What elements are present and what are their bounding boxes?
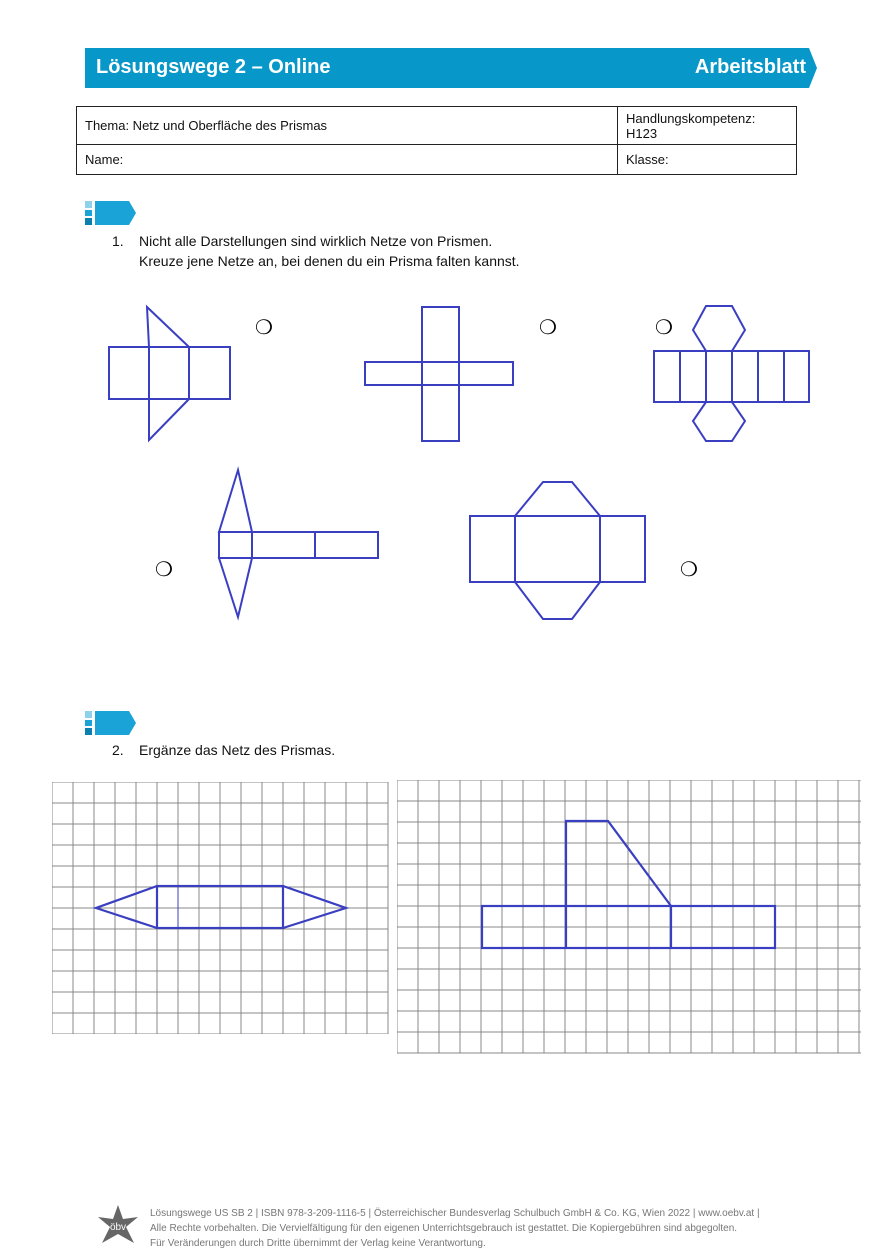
option-radio-b[interactable]: ❍	[539, 315, 557, 339]
option-radio-e[interactable]: ❍	[680, 557, 698, 581]
task2-text	[112, 740, 335, 760]
nets-figure	[0, 290, 890, 630]
kompetenz-code: H123	[626, 125, 658, 141]
task2-line: Ergänze das Netz des Prismas.	[139, 742, 336, 758]
task1-line2: Kreuze jene Netze an, bei denen du ein Prisma falten kannst.	[139, 253, 520, 269]
kompetenz-cell	[618, 107, 797, 145]
net-d	[219, 470, 378, 617]
task1-line1: Nicht alle Darstellungen sind wirklich Netze von Prismen.	[139, 233, 493, 249]
publisher-logo	[96, 1203, 140, 1247]
task-marker-icon	[85, 711, 137, 735]
footer-line2: Alle Rechte vorbehalten. Die Vervielfältigung für den eigenen Unterrichtsgebrauch ist gestattet. Die Kopiergebühren sind abgegolten.	[150, 1223, 738, 1234]
grid-left[interactable]	[52, 782, 390, 1034]
net-a	[109, 307, 230, 440]
footer	[150, 1206, 830, 1251]
option-radio-c[interactable]: ❍	[655, 315, 673, 339]
info-table	[76, 106, 797, 175]
klasse-field[interactable]: Klasse:	[618, 145, 797, 175]
task1-number: 1.	[112, 233, 124, 249]
option-radio-a[interactable]: ❍	[255, 315, 273, 339]
publisher-logo-text: öbv	[109, 1222, 127, 1233]
option-radio-d[interactable]: ❍	[155, 557, 173, 581]
grid-right[interactable]	[397, 780, 861, 1054]
task2-number: 2.	[112, 742, 124, 758]
name-field[interactable]: Name:	[77, 145, 618, 175]
header-doc-type: Arbeitsblatt	[694, 56, 806, 78]
net-e	[470, 482, 645, 619]
task1-text	[112, 231, 520, 271]
net-c	[654, 306, 809, 441]
kompetenz-label: Handlungskompetenz:	[626, 110, 756, 126]
thema-cell: Thema: Netz und Oberfläche des Prismas	[77, 107, 618, 145]
footer-line3: Für Veränderungen durch Dritte übernimmt der Verlag keine Verantwortung.	[150, 1238, 486, 1249]
task-marker-icon	[85, 201, 137, 225]
net-b	[365, 307, 513, 441]
header-title: Lösungswege 2 – Online	[96, 56, 331, 78]
footer-line1: Lösungswege US SB 2 | ISBN 978-3-209-1116-5 | Österreichischer Bundesverlag Schulbuch GmbH & Co. KG, Wien 2022 | www.oebv.at |	[150, 1208, 760, 1219]
